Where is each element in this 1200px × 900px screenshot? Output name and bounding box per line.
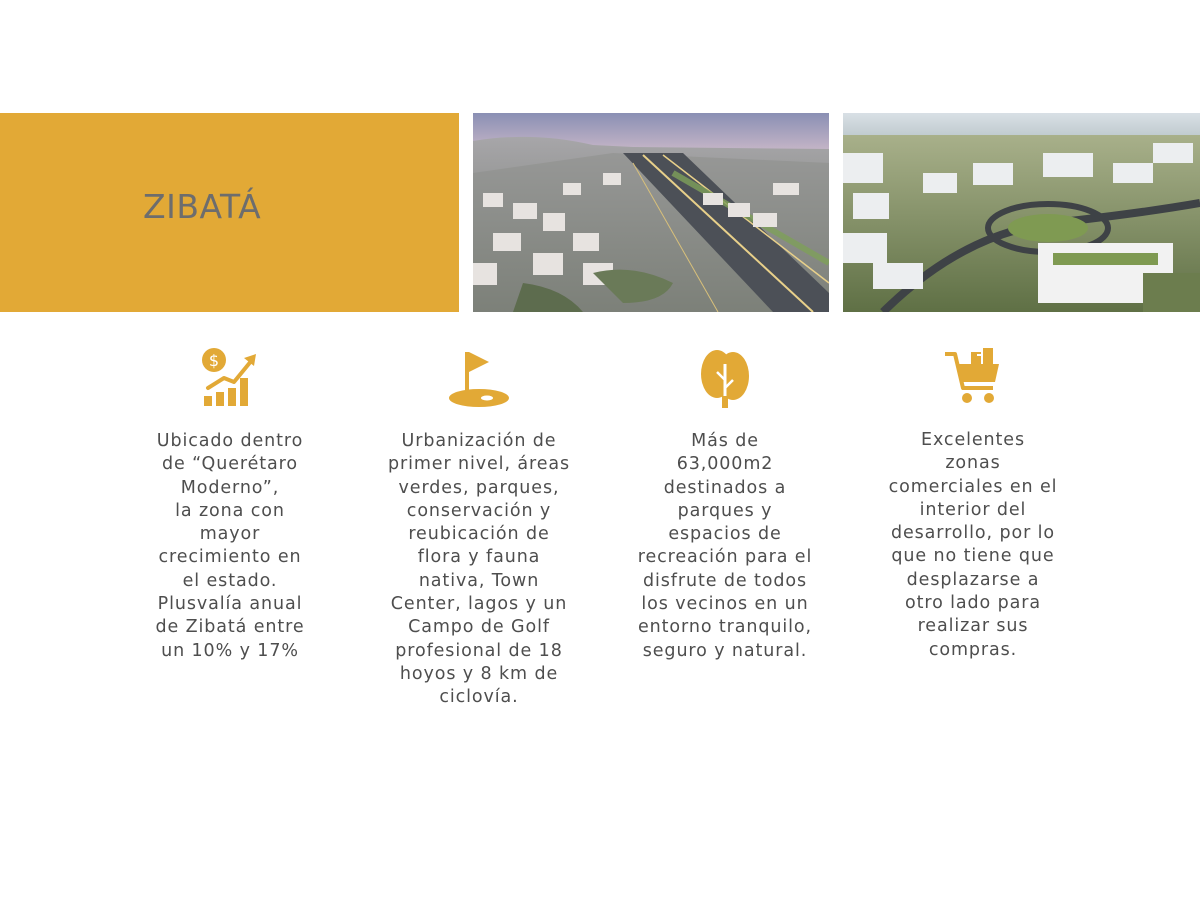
feature-growth — [130, 346, 330, 663]
feature-parks-text: Más de 63,000m2 destinados a parques y espacios de recreación para el disfrute de todos los vecinos en un entorno tranquilo, seguro y natural. — [637, 431, 813, 661]
dollar-growth-chart-icon — [200, 346, 260, 408]
aerial-photo-roundabout — [843, 113, 1200, 312]
title-banner — [0, 113, 459, 312]
golf-flag-icon — [447, 346, 511, 408]
shopping-cart-icon — [943, 346, 1003, 408]
feature-golf — [370, 346, 588, 710]
aerial-photo-avenue — [473, 113, 829, 312]
feature-shopping — [873, 346, 1073, 662]
page-title: ZIBATÁ — [143, 187, 262, 226]
tree-icon — [697, 346, 753, 408]
svg-text:$: $ — [208, 351, 220, 370]
feature-golf-text: Urbanización de primer nivel, áreas verdes, parques, conservación y reubicación de flora y fauna nativa, Town Center, lagos y un Campo de Golf profesional de 18 hoyos y 8 km de ciclovía. — [387, 431, 571, 708]
feature-parks — [618, 346, 832, 663]
feature-growth-text: Ubicado dentro de “Querétaro Moderno”, la zona con mayor crecimiento en el estado. Plusvalía anual de Zibatá entre un 10% y 17% — [155, 431, 305, 661]
feature-shopping-text: Excelentes zonas comerciales en el interior del desarrollo, por lo que no tiene que desplazarse a otro lado para realizar sus compras. — [888, 430, 1058, 660]
